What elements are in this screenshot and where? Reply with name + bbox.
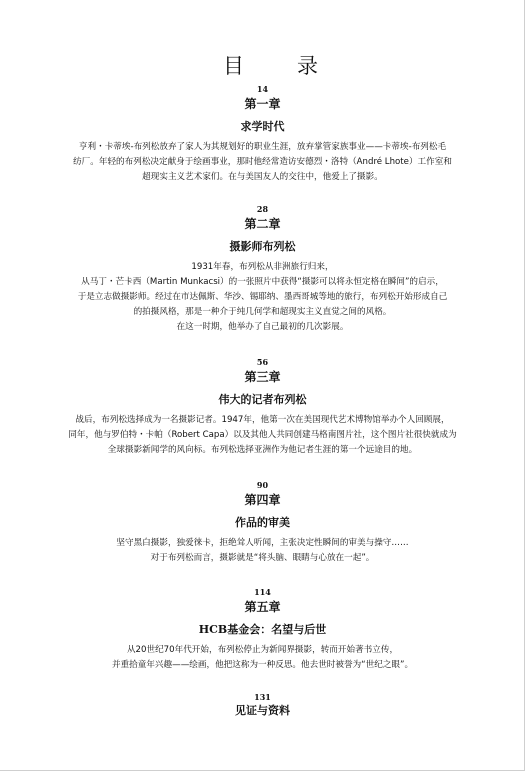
chapter-label: 第三章 bbox=[244, 370, 281, 384]
toc-title: 目 录 bbox=[223, 54, 334, 78]
chapter-1 bbox=[0, 84, 525, 185]
description-line: 全球摄影新闻学的风向标。布列松选择亚洲作为他记者生涯的第一个远途目的地。 bbox=[107, 445, 418, 455]
description-line: 在这一时期，他举办了自己最初的几次影展。 bbox=[176, 322, 349, 332]
chapter-label: 第五章 bbox=[244, 600, 281, 614]
page-number: 28 bbox=[256, 204, 269, 214]
chapter-label: 第二章 bbox=[244, 217, 281, 231]
description-line: 的拍摄风格，那是一种介于纯几何学和超现实主义直觉之间的风格。 bbox=[133, 307, 392, 317]
chapter-description bbox=[0, 413, 525, 458]
chapter-4 bbox=[0, 480, 525, 566]
chapter-description bbox=[0, 643, 525, 673]
appendix bbox=[0, 692, 525, 718]
chapter-title: HCB基金会：名望与后世 bbox=[198, 623, 327, 636]
page-number: 131 bbox=[254, 692, 271, 702]
chapter-description bbox=[0, 140, 525, 185]
appendix-title: 见证与资料 bbox=[235, 704, 290, 717]
description-line: 1931年春，布列松从非洲旅行归来， bbox=[191, 262, 334, 272]
description-line: 于是立志做摄影师。经过在市达佩斯、华沙、锡耶纳、墨西哥城等地的旅行，布列松开始形成自己 bbox=[77, 292, 448, 302]
chapter-3 bbox=[0, 357, 525, 458]
page-number: 14 bbox=[256, 84, 269, 94]
description-line: 坚守黑白摄影，独爱徕卡，拒绝耸人听闻，主张决定性瞬间的审美与操守…… bbox=[116, 538, 409, 548]
description-line: 同年，他与罗伯特・卡帕（Robert Capa）以及其他人共同创建马格南图片社，这个图片社很快就成为 bbox=[68, 430, 457, 440]
chapter-label: 第一章 bbox=[244, 97, 281, 111]
description-line: 从20世纪70年代开始，布列松停止为新闻界摄影，转而开始著书立传， bbox=[126, 645, 399, 655]
description-line: 亨利・卡蒂埃-布列松放弃了家人为其规划好的职业生涯，放弃掌管家族事业——卡蒂埃-布列松毛 bbox=[78, 142, 447, 152]
chapter-title: 伟大的记者布列松 bbox=[218, 393, 307, 406]
description-line: 纺厂。年轻的布列松决定献身于绘画事业，那时他经常造访安德烈・洛特（André Lhote）工作室和 bbox=[73, 157, 452, 167]
chapter-2 bbox=[0, 204, 525, 335]
description-line: 对于布列松而言，摄影就是“将头脑、眼睛与心放在一起”。 bbox=[150, 553, 375, 563]
description-line: 并重拾童年兴趣——绘画，他把这称为一种反思。他去世时被誉为“世纪之眼”。 bbox=[111, 660, 414, 670]
page-number: 114 bbox=[254, 587, 271, 597]
chapter-5 bbox=[0, 587, 525, 673]
description-line: 从马丁・芒卡西（Martin Munkacsi）的一张照片中获得“摄影可以将永恒定格在瞬间”的启示， bbox=[81, 277, 444, 287]
chapter-description bbox=[0, 536, 525, 566]
page-number: 56 bbox=[256, 357, 269, 367]
chapter-title: 作品的审美 bbox=[235, 516, 290, 529]
description-line: 超现实主义艺术家们。在与美国友人的交往中，他爱上了摄影。 bbox=[142, 172, 383, 182]
description-line: 战后，布列松选择成为一名摄影记者。1947年，他第一次在美国现代艺术博物馆举办个人回顾展， bbox=[75, 415, 450, 425]
chapter-label: 第四章 bbox=[244, 493, 281, 507]
page-number: 90 bbox=[256, 480, 269, 490]
chapter-title: 摄影师布列松 bbox=[229, 240, 296, 253]
chapter-description bbox=[0, 260, 525, 335]
chapter-title: 求学时代 bbox=[240, 120, 285, 133]
